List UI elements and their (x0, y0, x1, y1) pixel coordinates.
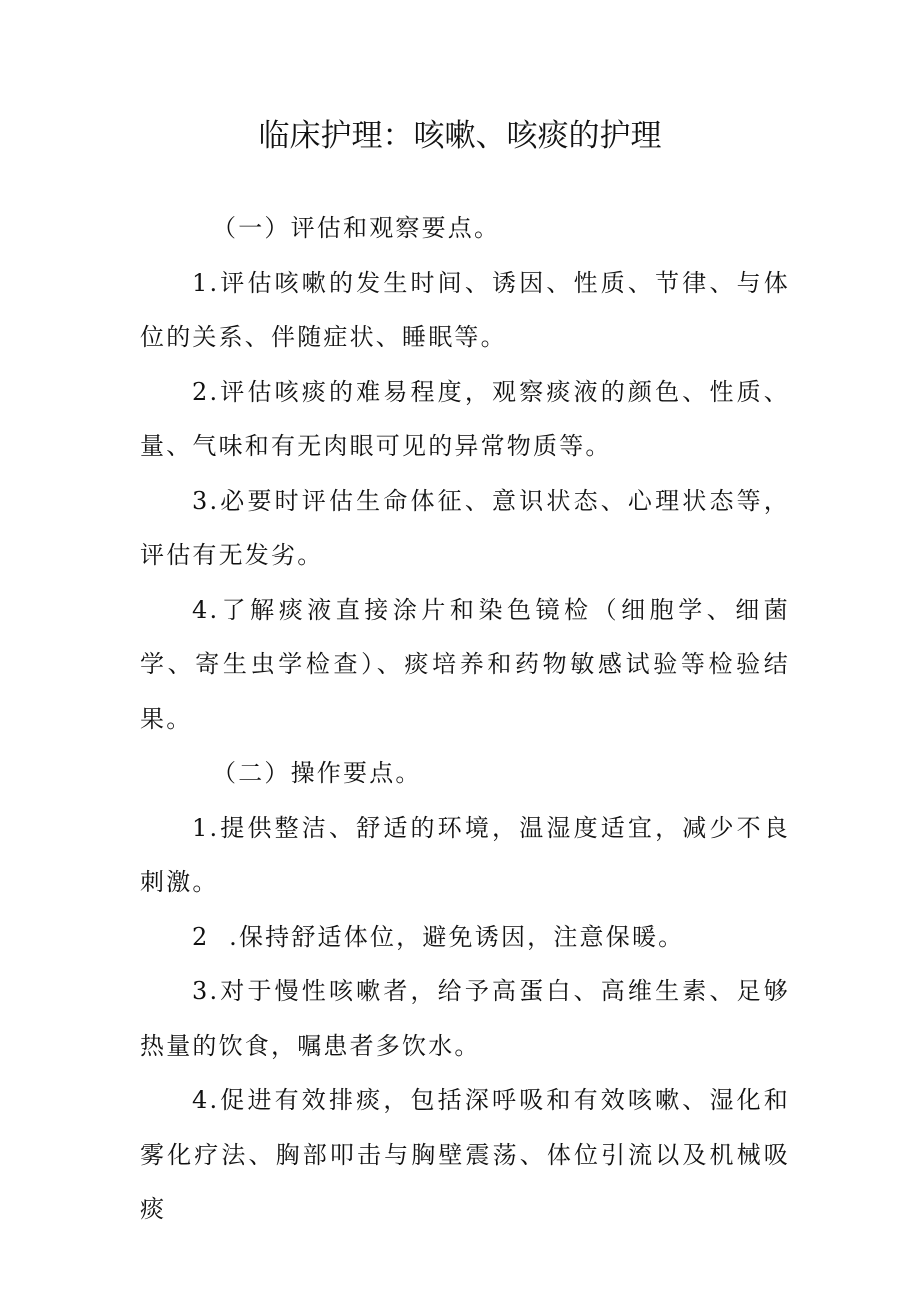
section-heading-operation: （二）操作要点。 (212, 759, 422, 787)
paragraph-assessment-1: 1.评估咳嗽的发生时间、诱因、性质、节律、与体位的关系、伴随症状、睡眠等。 (140, 268, 790, 351)
paragraph-assessment-4: 4.了解痰液直接涂片和染色镜检（细胞学、细菌学、寄生虫学检查）、痰培养和药物敏感试验等检验结果。 (140, 595, 790, 733)
document-title: 临床护理：咳嗽、咳痰的护理 (258, 118, 662, 154)
paragraph-operation-2: 2 .保持舒适体位，避免诱因，注意保暖。 (192, 922, 685, 951)
paragraph-assessment-3: 3.必要时评估生命体征、意识状态、心理状态等，评估有无发劣。 (140, 486, 790, 569)
section-heading-assessment: （一）评估和观察要点。 (212, 214, 501, 242)
paragraph-operation-4: 4.促进有效排痰，包括深呼吸和有效咳嗽、湿化和雾化疗法、胸部叩击与胸壁震荡、体位引流以及机械吸痰 (140, 1086, 790, 1223)
paragraph-operation-3: 3.对于慢性咳嗽者，给予高蛋白、高维生素、足够热量的饮食，嘱患者多饮水。 (140, 977, 790, 1060)
paragraph-operation-1: 1.提供整洁、舒适的环境，温湿度适宜，减少不良刺激。 (140, 813, 790, 896)
document-body (140, 201, 790, 1237)
paragraph-assessment-2: 2.评估咳痰的难易程度，观察痰液的颜色、性质、量、气味和有无肉眼可见的异常物质等。 (140, 377, 790, 460)
